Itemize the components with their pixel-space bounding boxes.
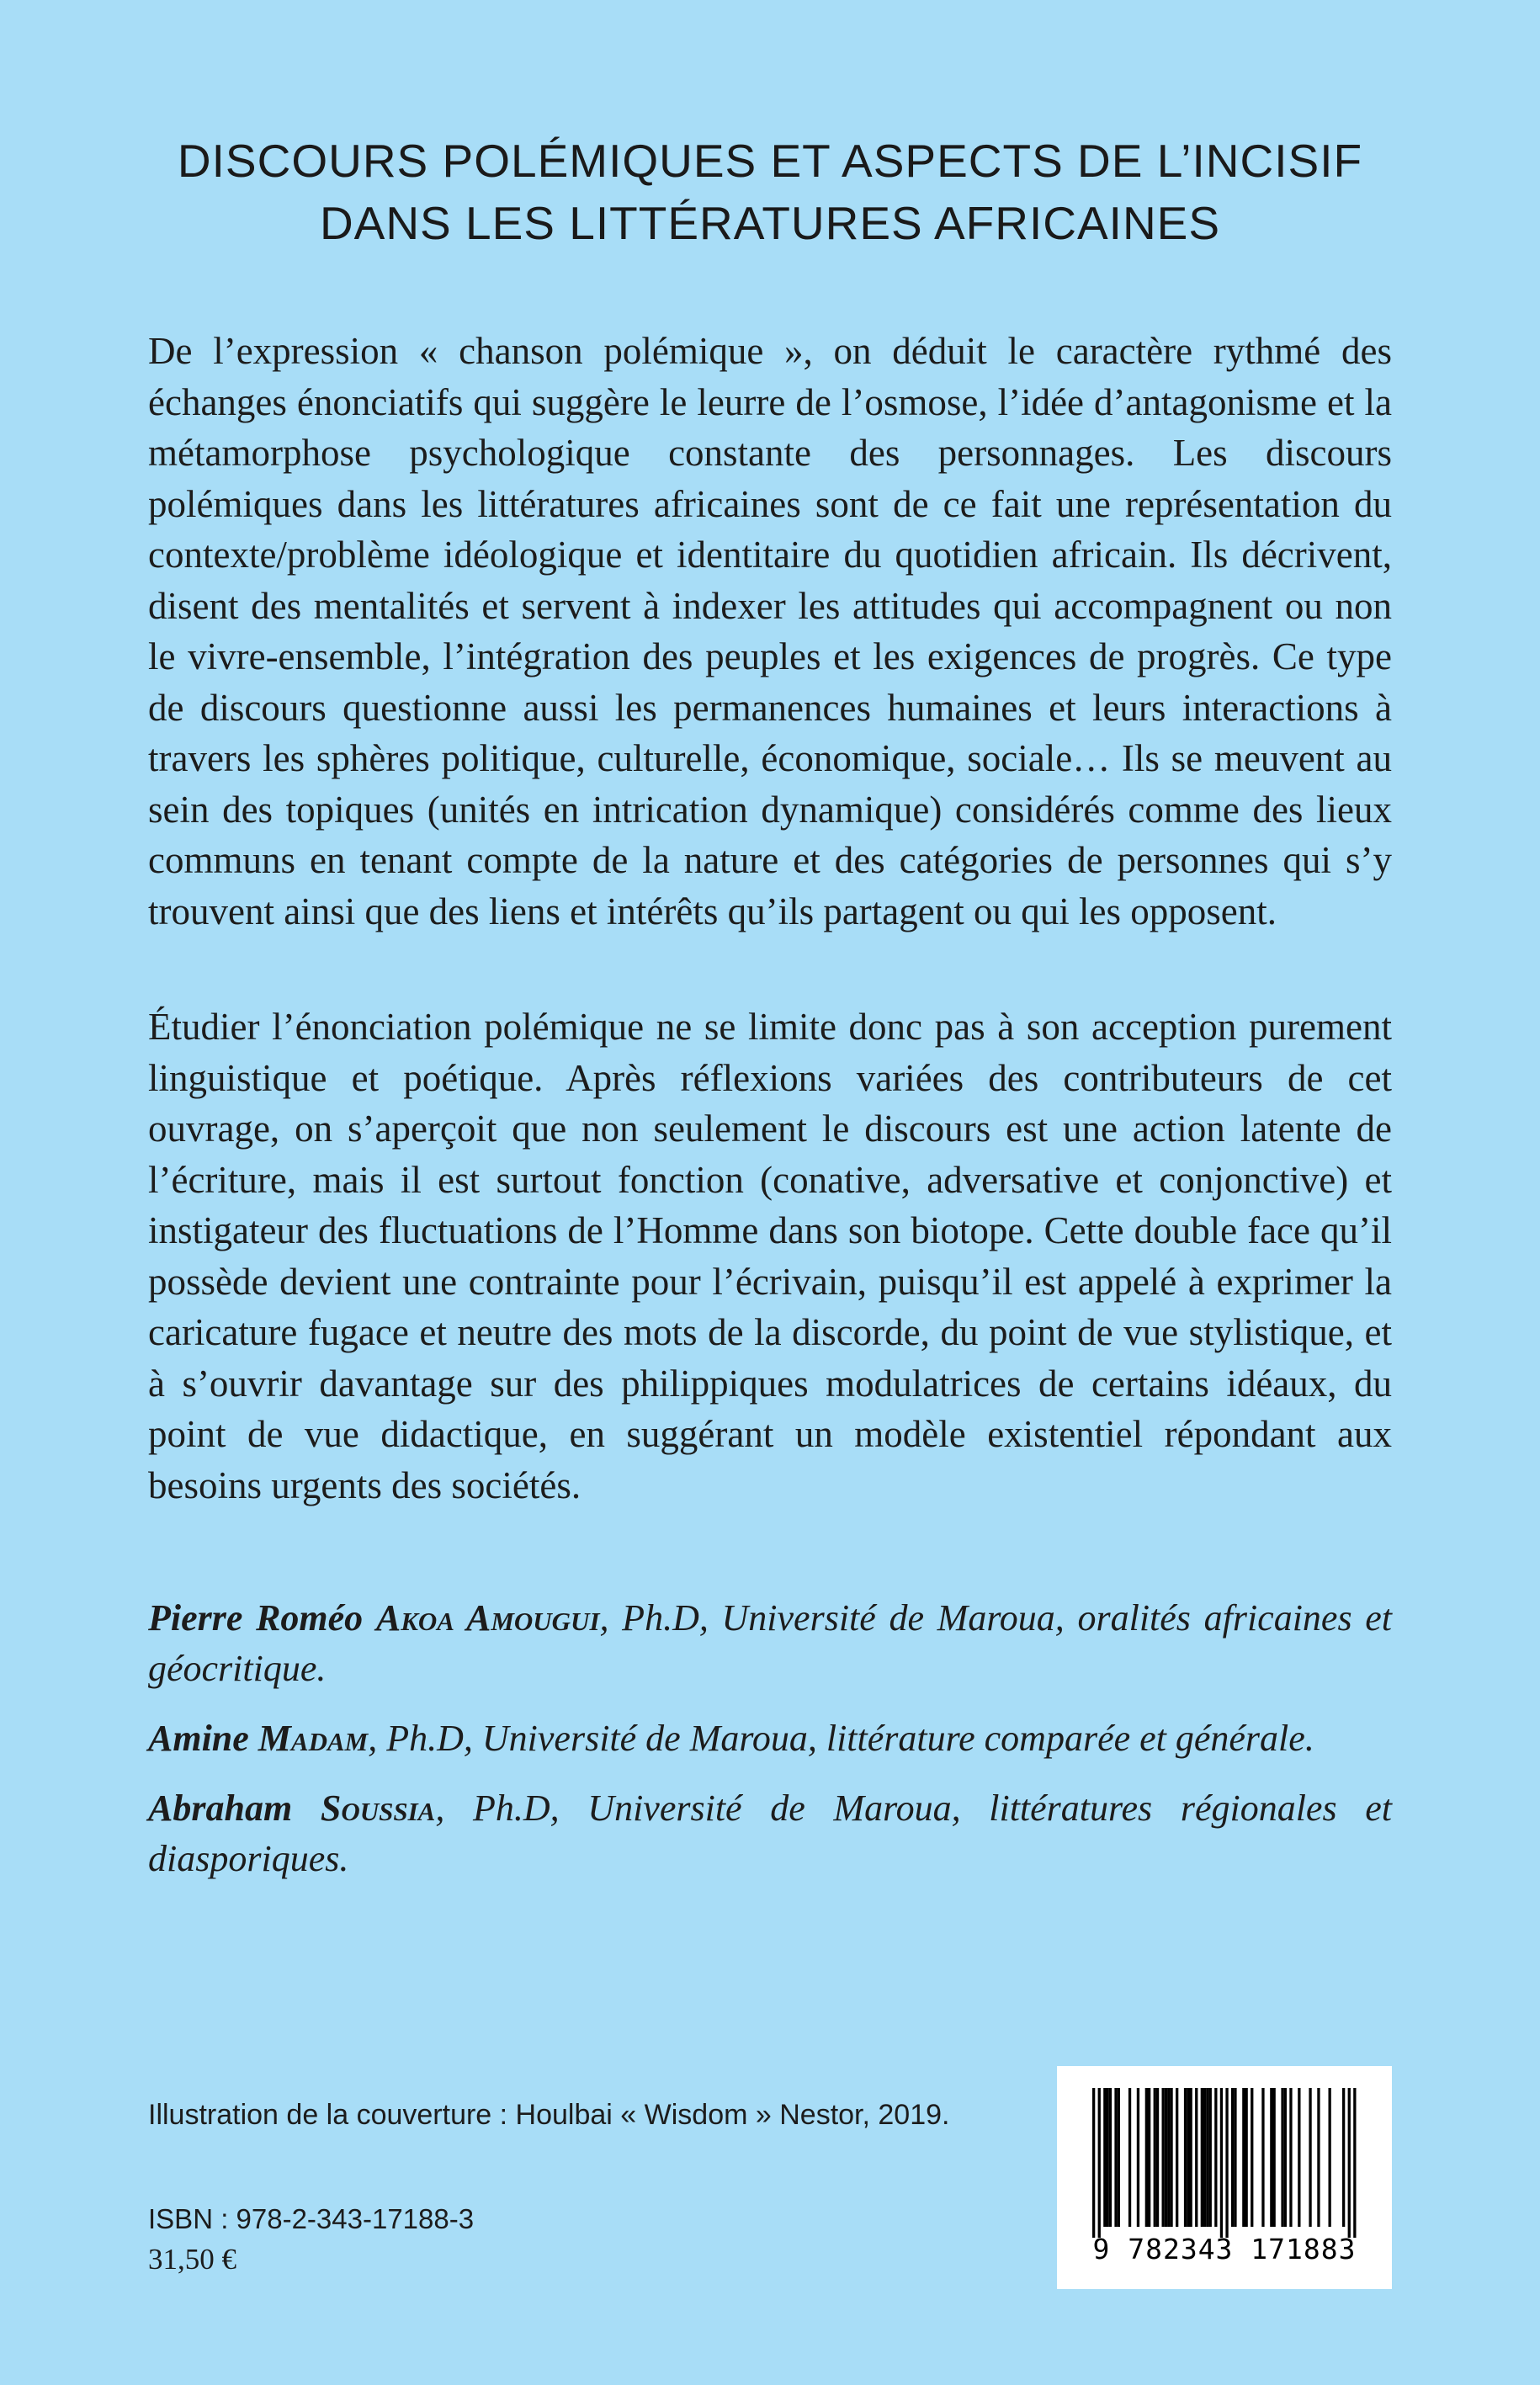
barcode-bar [1329, 2088, 1331, 2227]
barcode-bar [1317, 2088, 1320, 2227]
paragraph-text: Étudier l’énonciation polémique ne se limite donc pas à son acception purement linguistique et poétique. Après réflexions variées des contributeurs de cet ouvrage, on s’aperçoit que non seulement le discours est une action latente de l’écriture, mais il est surtout fonction (conative, adversative et conjonctive) et instigateur des fluctuations de l’Homme dans son biotope. Cette double face qu’il possède devient une contrainte pour l’écrivain, puisqu’il est appelé à exprimer la caricature fugace et neutre des mots de la discorde, du point de vue stylistique, et à s’ouvrir davantage sur des philippiques modulatrices de certains idéaux, du point de vue didactique, en suggérant un modèle existentiel répondant aux besoins urgents des sociétés. [148, 1006, 1392, 1506]
barcode-bar [1128, 2088, 1131, 2227]
author-family-name: Soussia [320, 1787, 436, 1829]
barcode-bar [1214, 2088, 1217, 2227]
barcode-digits: 9 782343 171883 [1092, 2233, 1357, 2265]
author-details: , Ph.D, Université de Maroua, littératures régionales et diasporiques. [148, 1787, 1392, 1879]
author-details: , Ph.D, Université de Maroua, oralités africaines et géocritique. [148, 1597, 1392, 1689]
title-line-1: DISCOURS POLÉMIQUES ET ASPECTS DE L’INCISIF [177, 135, 1363, 187]
barcode-bar [1154, 2088, 1156, 2227]
barcode-bar [1156, 2088, 1159, 2227]
barcode-bar [1114, 2088, 1117, 2227]
barcode-bar [1145, 2088, 1148, 2227]
summary-paragraph-2 [148, 1001, 1392, 1511]
author-given-name: Pierre Roméo [148, 1597, 364, 1639]
barcode-bar [1284, 2088, 1287, 2227]
author-family-name: Akoa Amougui [375, 1597, 600, 1639]
isbn-text: ISBN : 978-2-343-17188-3 [148, 2203, 475, 2234]
barcode-bar [1137, 2088, 1139, 2227]
barcode-bar [1109, 2088, 1112, 2227]
barcode-bar [1092, 2088, 1095, 2238]
author-details: , Ph.D, Université de Maroua, littérature comparée et générale. [368, 1718, 1314, 1759]
author-entry [148, 1713, 1392, 1764]
barcode-bar [1225, 2088, 1228, 2238]
barcode-bar [1184, 2088, 1187, 2227]
barcode-bar [1289, 2088, 1292, 2227]
barcode-bar [1353, 2088, 1356, 2238]
barcode-bar [1220, 2088, 1223, 2238]
barcode-bar [1148, 2088, 1150, 2227]
title-line-2: DANS LES LITTÉRATURES AFRICAINES [319, 197, 1221, 249]
barcode-bar [1165, 2088, 1167, 2227]
author-entry [148, 1783, 1392, 1884]
barcode-bar [1309, 2088, 1311, 2227]
barcode-bar [1187, 2088, 1189, 2227]
author-given-name: Abraham [148, 1787, 293, 1829]
barcode-bar [1206, 2088, 1208, 2227]
barcode-bar [1162, 2088, 1165, 2227]
author-given-name: Amine [148, 1718, 249, 1759]
price-text: 31,50 € [148, 2243, 236, 2276]
author-family-name: Madam [258, 1718, 369, 1759]
barcode-bar [1190, 2088, 1192, 2227]
barcode-bar [1261, 2088, 1264, 2227]
barcode-bar [1209, 2088, 1212, 2227]
barcode-bar [1270, 2088, 1272, 2227]
cover-illustration-credit: Illustration de la couverture : Houlbai « Wisdom » Nestor, 2019. [148, 2099, 950, 2131]
barcode-bar [1203, 2088, 1206, 2227]
barcode-bar [1195, 2088, 1197, 2227]
barcode-bar [1298, 2088, 1300, 2227]
author-list [148, 1593, 1392, 1904]
barcode-bar [1242, 2088, 1245, 2227]
barcode-bar [1273, 2088, 1276, 2227]
barcode-bar [1342, 2088, 1345, 2227]
barcode-bar [1170, 2088, 1172, 2227]
barcode-bar [1103, 2088, 1106, 2227]
barcode-bars [1077, 2088, 1372, 2239]
author-entry [148, 1593, 1392, 1694]
barcode-bar [1281, 2088, 1283, 2227]
paragraph-text: De l’expression « chanson polémique », on déduit le caractère rythmé des échanges énonciatifs qui suggère le leurre de l’osmose, l’idée d’antagonisme et la métamorphose psychologique constante des personnages. Les discours polémiques dans les littératures africaines sont de ce fait une représentation du contexte/problème idéologique et identitaire du quotidien africain. Ils décrivent, disent des mentalités et servent à indexer les attitudes qui accompagnent ou non le vivre-ensemble, l’intégration des peuples et les exigences de progrès. Ce type de discours questionne aussi les permanences humaines et leurs interactions à travers les sphères politique, culturelle, économique, sociale… Ils se meuvent au sein des topiques (unités en intrication dynamique) considérés comme des lieux communs en tenant compte de la nature et des catégories de personnes qui s’y trouvent ainsi que des liens et intérêts qu’ils partagent ou qui les opposent. [148, 330, 1392, 932]
barcode [1057, 2066, 1392, 2289]
barcode-bar [1167, 2088, 1170, 2227]
barcode-bar [1231, 2088, 1234, 2227]
barcode-bar [1098, 2088, 1101, 2238]
barcode-bar [1118, 2088, 1120, 2227]
book-title [0, 130, 1540, 254]
barcode-bar [1234, 2088, 1236, 2227]
summary-paragraph-1 [148, 326, 1392, 937]
barcode-bar [1251, 2088, 1253, 2227]
barcode-bar [1176, 2088, 1178, 2227]
barcode-bar [1107, 2088, 1109, 2227]
barcode-bar [1201, 2088, 1203, 2227]
barcode-bar [1348, 2088, 1351, 2238]
barcode-bar [1245, 2088, 1248, 2227]
